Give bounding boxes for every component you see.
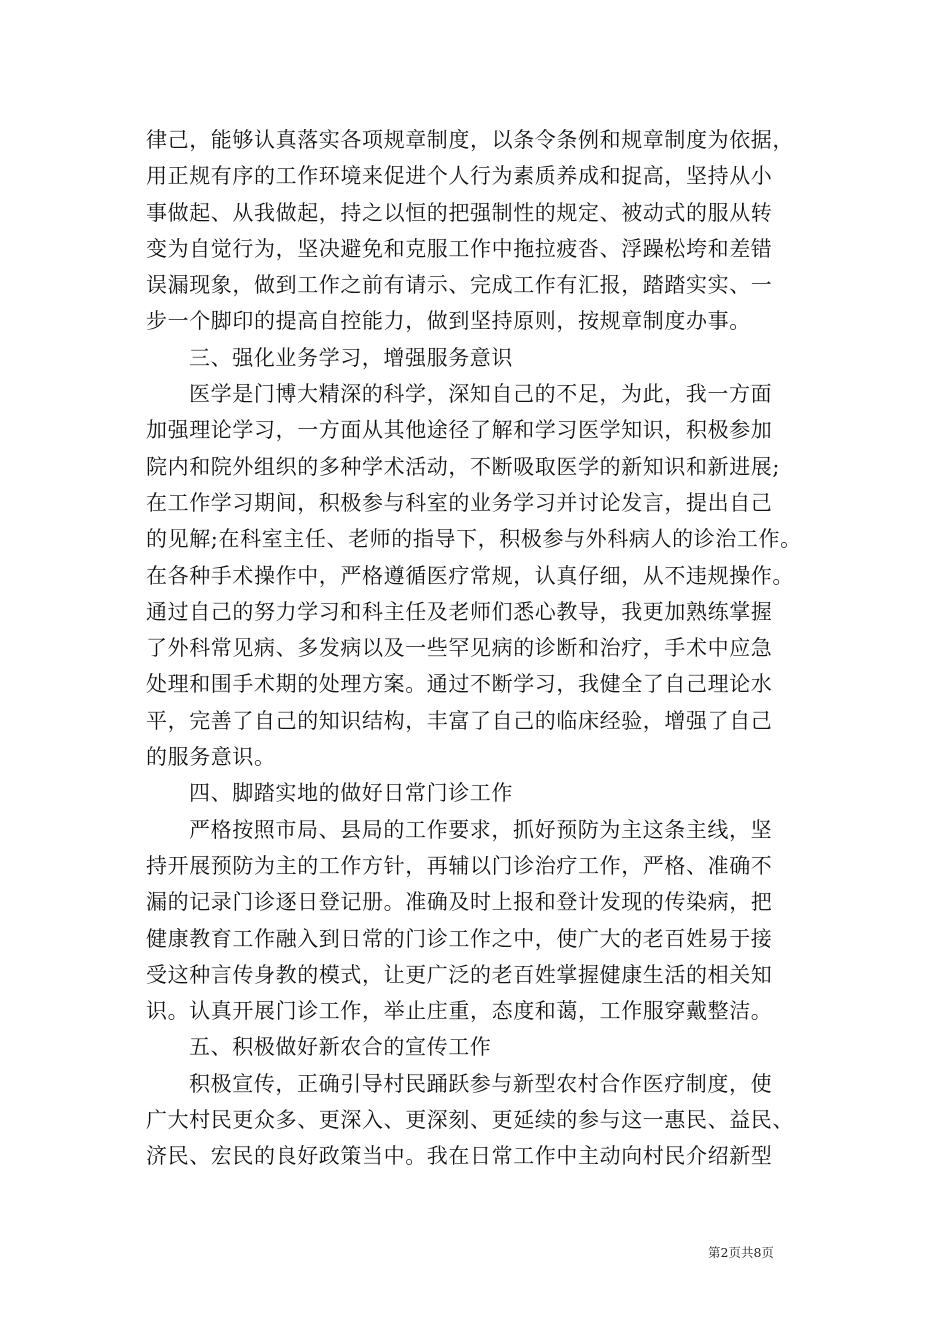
text-line: 在工作学习期间，积极参与科室的业务学习并讨论发言，提出自己 <box>146 490 773 515</box>
text-line: 医学是门博大精深的科学，深知自己的不足，为此，我一方面 <box>189 382 773 407</box>
text-line: 院内和院外组织的多种学术活动，不断吸取医学的新知识和新进展; <box>146 454 781 479</box>
text-line: 的服务意识。 <box>146 745 276 770</box>
document-body <box>146 122 816 1175</box>
text-line: 步一个脚印的提高自控能力，做到坚持原则，按规章制度办事。 <box>146 309 751 334</box>
text-line: 积极宣传，正确引导村民踊跃参与新型农村合作医疗制度，使 <box>189 1071 773 1096</box>
text-line: 健康教育工作融入到日常的门诊工作之中，使广大的老百姓易于接 <box>146 926 773 951</box>
text-line: 济民、宏民的良好政策当中。我在日常工作中主动向村民介绍新型 <box>146 1144 773 1169</box>
text-line: 的见解;在科室主任、老师的指导下，积极参与外科病人的诊治工作。 <box>146 527 802 552</box>
section-heading-3: 三、强化业务学习，增强服务意识 <box>189 345 513 370</box>
page-number-footer: 第2页共8页 <box>708 1245 774 1260</box>
text-line: 持开展预防为主的工作方针，再辅以门诊治疗工作，严格、准确不 <box>146 853 773 878</box>
text-line: 了外科常见病、多发病以及一些罕见病的诊断和治疗，手术中应急 <box>146 636 773 661</box>
text-line: 严格按照市局、县局的工作要求，抓好预防为主这条主线，坚 <box>189 817 773 842</box>
section-heading-4: 四、脚踏实地的做好日常门诊工作 <box>189 781 513 806</box>
text-line: 通过自己的努力学习和科主任及老师们悉心教导，我更加熟练掌握 <box>146 599 773 624</box>
text-line: 处理和围手术期的处理方案。通过不断学习，我健全了自己理论水 <box>146 672 773 697</box>
text-line: 在各种手术操作中，严格遵循医疗常规，认真仔细，从不违规操作。 <box>146 563 794 588</box>
section-heading-5: 五、积极做好新农合的宣传工作 <box>189 1035 492 1060</box>
text-line: 律己，能够认真落实各项规章制度，以条令条例和规章制度为依据， <box>146 128 794 152</box>
text-line: 识。认真开展门诊工作，举止庄重，态度和蔼，工作服穿戴整洁。 <box>146 999 773 1024</box>
text-line: 广大村民更众多、更深入、更深刻、更延续的参与这一惠民、益民、 <box>146 1108 794 1133</box>
text-line: 误漏现象，做到工作之前有请示、完成工作有汇报，踏踏实实、一 <box>146 273 773 298</box>
text-line: 漏的记录门诊逐日登记册。准确及时上报和登计发现的传染病，把 <box>146 890 773 915</box>
text-line: 变为自觉行为，坚决避免和克服工作中拖拉疲沓、浮躁松垮和差错 <box>146 236 773 261</box>
text-line: 加强理论学习，一方面从其他途径了解和学习医学知识，积极参加 <box>146 418 773 443</box>
text-line: 用正规有序的工作环境来促进个人行为素质养成和捉高，坚持从小 <box>146 164 773 189</box>
text-line: 受这种言传身教的模式，让更广泛的老百姓掌握健康生活的相关知 <box>146 962 773 987</box>
text-line: 平，完善了自己的知识结构，丰富了自己的临床经验，增强了自己 <box>146 708 773 733</box>
text-line: 事做起、从我做起，持之以恒的把强制性的规定、被动式的服从转 <box>146 200 773 225</box>
